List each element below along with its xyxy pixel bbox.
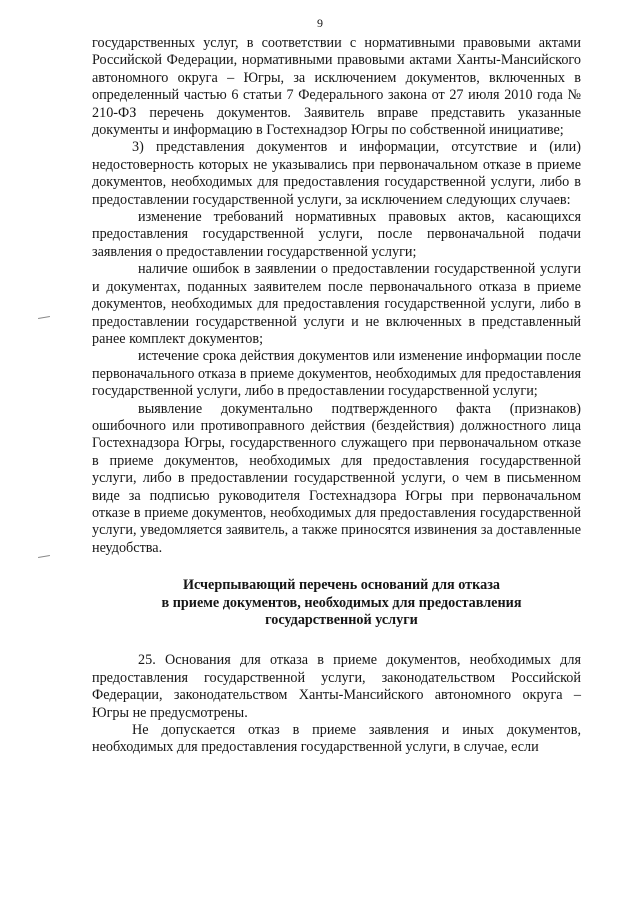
heading-line: государственной услуги [265, 612, 418, 628]
document-body [92, 35, 581, 757]
heading-line: в приеме документов, необходимых для предоставления [161, 594, 522, 611]
page-number: 9 [317, 16, 323, 30]
paragraph: истечение срока действия документов или изменение информации после первоначального отказа в приеме документов, необходимых для предоставления государственной услуги, либо в предоставлении государственной услуги; [92, 348, 581, 400]
paragraph: наличие ошибок в заявлении о предоставлении государственной услуги и документах, поданных заявителем после первоначального отказа в приеме документов, необходимых для предоставления государственной услуги, либо в предоставлении государственной услуги и не включенных в представленный ранее комплект документов; [92, 261, 581, 347]
paragraph: Не допускается отказ в приеме заявления и иных документов, необходимых для предоставления государственной услуги, в случае, если [92, 722, 581, 756]
margin-mark [38, 316, 50, 319]
margin-mark [38, 555, 50, 558]
paragraph: 3) представления документов и информации, отсутствие и (или) недостоверность которых не указывались при первоначальном отказе в приеме документов, необходимых для предоставления государственной услуги, либо в предоставлении государственной услуги, за исключением следующих случаев: [92, 139, 581, 208]
paragraph: изменение требований нормативных правовых актов, касающихся предоставления государственной услуги, после первоначальной подачи заявления о предоставлении государственной услуги; [92, 209, 581, 260]
paragraph: выявление документально подтвержденного факта (признаков) ошибочного или противоправного действия (бездействия) должностного лица Гостехнадзора Югры, государственного служащего при первоначальном отказе в приеме документов, необходимых для предоставления государственной услуги, либо в предоставлении государственной услуги, о чем в письменном виде за подписью руководителя Гостехнадзора Югры при первоначальном отказе в приеме документов, необходимых для предоставления государственной услуги, уведомляется заявитель, а также приносятся извинения за доставленные неудобства. [92, 400, 581, 556]
paragraph: 25. Основания для отказа в приеме документов, необходимых для предоставления государственной услуги, законодательством Российской Федерации, законодательством Ханты-Мансийского автономного округа – Югры не предусмотрены. [92, 652, 581, 721]
paragraph: государственных услуг, в соответствии с нормативными правовыми актами Российской Федерации, нормативными правовыми актами Ханты-Мансийского автономного округа – Югры, за исключением документов, включенных в определенный частью 6 статьи 7 Федерального закона от 27 июля 2010 года № 210-ФЗ перечень документов. Заявитель вправе представить указанные документы и информацию в Гостехнадзор Югры по собственной инициативе; [92, 35, 581, 139]
section-heading [92, 577, 581, 629]
heading-line: Исчерпывающий перечень оснований для отказа [182, 577, 500, 594]
